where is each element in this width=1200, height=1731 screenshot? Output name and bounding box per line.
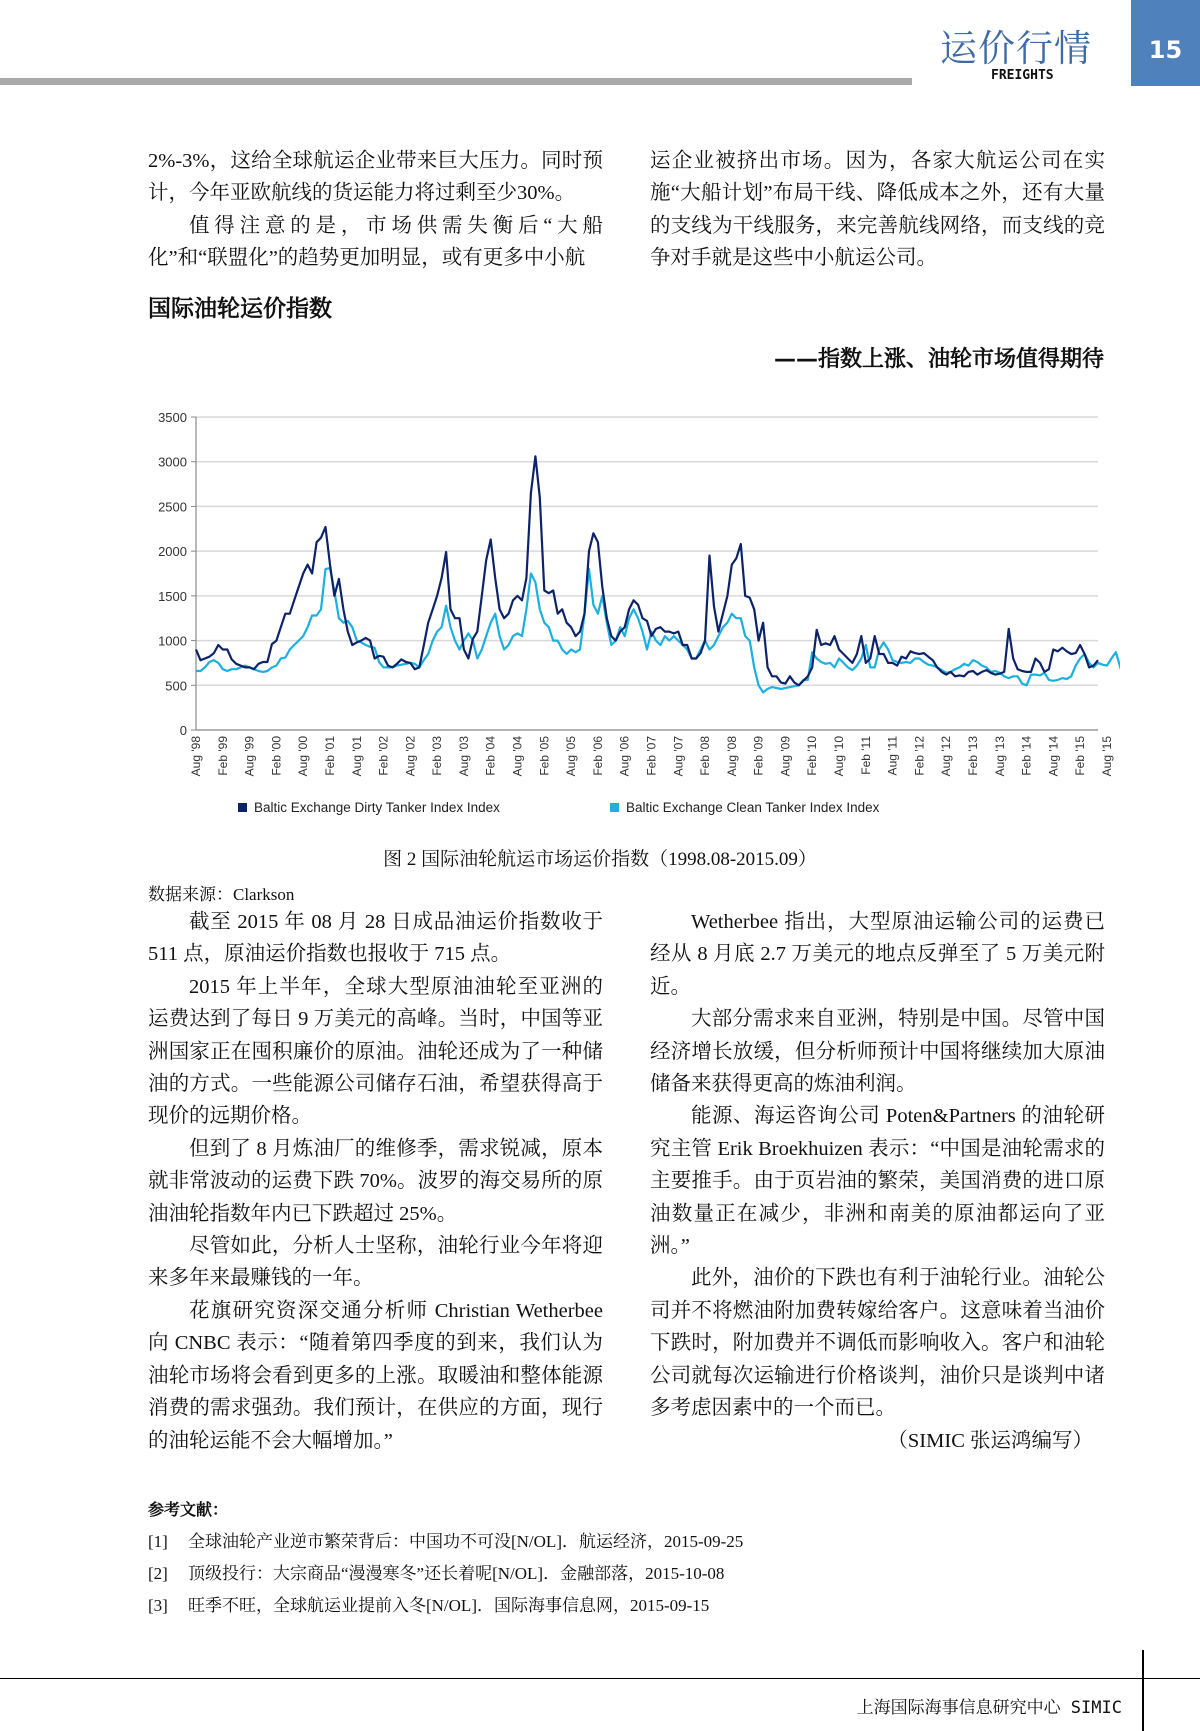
- x-tick-label: Aug '06: [617, 736, 632, 777]
- x-tick-label: Aug '03: [456, 736, 471, 777]
- x-tick-label: Feb '04: [483, 736, 498, 776]
- x-tick-label: Feb '05: [537, 736, 552, 776]
- figure-caption: 图 2 国际油轮航运市场运价指数（1998.08-2015.09）: [383, 849, 817, 870]
- references-title: 参考文献：: [148, 1500, 229, 1519]
- paragraph: 值得注意的是，市场供需失衡后“大船化”和“联盟化”的趋势更加明显，或有更多中小航: [148, 214, 603, 270]
- paragraph: 能源、海运咨询公司 Poten&Partners 的油轮研究主管 Erik Broekhuizen 表示：“中国是油轮需求的主要推手。由于页岩油的繁荣，美国消费的进口原油数量正在减少，非洲和南美的原油都运向了亚洲。”: [650, 1105, 1105, 1258]
- reference-item: [148, 1590, 743, 1622]
- author-signature: （SIMIC 张运鸿编写）: [887, 1429, 1093, 1452]
- paragraph: 花旗研究资深交通分析师 Christian Wetherbee 向 CNBC 表示：“随着第四季度的到来，我们认为油轮市场将会看到更多的上涨。取暖油和整体能源消费的需求强劲。我们预计，在供应的方面，现行的油轮运能不会大幅增加。”: [148, 1299, 603, 1452]
- dirty-tanker-series-line: [196, 456, 1098, 685]
- x-tick-label: Aug '98: [189, 736, 203, 777]
- references: [148, 1494, 743, 1622]
- x-tick-label: Aug '15: [1099, 736, 1114, 777]
- section-subtitle: ——指数上涨、油轮市场值得期待: [773, 347, 1104, 372]
- reference-text: 顶级投行：大宗商品“漫漫寒冬”还长着呢[N/OL]．金融部落，2015-10-08: [188, 1564, 725, 1583]
- x-tick-label: Aug '12: [939, 736, 954, 777]
- x-tick-label: Aug '05: [564, 736, 579, 777]
- x-tick-label: Feb '12: [912, 736, 927, 776]
- reference-number: [3]: [148, 1596, 168, 1615]
- footer-rule: [0, 1678, 1200, 1679]
- x-tick-label: Feb '06: [590, 736, 605, 776]
- lower-right-column: [650, 906, 1105, 1457]
- section-header-subtitle: FREIGHTS: [991, 68, 1054, 83]
- x-tick-label: Feb '14: [1019, 736, 1034, 776]
- reference-item: [148, 1558, 743, 1590]
- clean-tanker-series-line: [196, 568, 1120, 692]
- footer-divider: [1142, 1650, 1144, 1731]
- x-tick-label: Aug '09: [778, 736, 793, 777]
- reference-number: [2]: [148, 1564, 168, 1583]
- top-left-column: [148, 145, 603, 275]
- paragraph: 运企业被挤出市场。因为，各家大航运公司在实施“大船计划”布局干线、降低成本之外，还有大量的支线为干线服务，来完善航线网络，而支线的竞争对手就是这些中小航运公司。: [650, 150, 1105, 270]
- header-rule: [0, 78, 912, 85]
- reference-text: 全球油轮产业逆市繁荣背后：中国功不可没[N/OL]．航运经济，2015-09-25: [188, 1532, 744, 1551]
- x-tick-label: Feb '09: [751, 736, 766, 776]
- paragraph: 2015 年上半年，全球大型原油油轮至亚洲的运费达到了每日 9 万美元的高峰。当时，中国等亚洲国家正在囤积廉价的原油。油轮还成为了一种储油的方式。一些能源公司储存石油，希望获得高于现价的远期价格。: [148, 975, 603, 1128]
- tanker-index-chart: [140, 400, 1120, 840]
- x-tick-label: Feb '13: [965, 736, 980, 776]
- y-tick-label: 2500: [158, 499, 187, 515]
- x-tick-label: Feb '01: [322, 736, 337, 776]
- paragraph: 但到了 8 月炼油厂的维修季，需求锐减，原本就非常波动的运费下跌 70%。波罗的海交易所的原油油轮指数年内已下跌超过 25%。: [148, 1137, 603, 1225]
- top-right-column: [650, 145, 1105, 275]
- x-tick-label: Feb '02: [376, 736, 391, 776]
- reference-list: [148, 1526, 743, 1622]
- y-tick-label: 1000: [158, 633, 187, 649]
- x-tick-label: Feb '99: [215, 736, 230, 776]
- x-tick-label: Aug '10: [832, 736, 847, 777]
- legend-label: Baltic Exchange Clean Tanker Index Index: [626, 800, 880, 815]
- legend-swatch: [610, 803, 619, 812]
- x-tick-label: Aug '08: [724, 736, 739, 777]
- legend-swatch: [238, 803, 247, 812]
- section-title: 国际油轮运价指数: [148, 296, 332, 322]
- reference-number: [1]: [148, 1532, 168, 1551]
- x-tick-label: Aug '07: [671, 736, 686, 777]
- lower-left-column: [148, 906, 603, 1457]
- x-tick-label: Aug '02: [403, 736, 418, 777]
- paragraph: 大部分需求来自亚洲，特别是中国。尽管中国经济增长放缓，但分析师预计中国将继续加大原油储备来获得更高的炼油利润。: [650, 1008, 1105, 1096]
- paragraph: 截至 2015 年 08 月 28 日成品油运价指数收于 511 点，原油运价指数也报收于 715 点。: [148, 911, 603, 966]
- paragraph: 此外，油价的下跌也有利于油轮行业。油轮公司并不将燃油附加费转嫁给客户。这意味着当油价下跌时，附加费并不调低而影响收入。客户和油轮公司就每次运输进行价格谈判，油价只是谈判中诸多考虑因素中的一个而已。: [650, 1267, 1105, 1420]
- x-tick-label: Feb '00: [269, 736, 284, 776]
- x-tick-label: Aug '14: [1046, 736, 1061, 777]
- y-tick-label: 3500: [158, 410, 187, 425]
- paragraph: 2%-3%，这给全球航运企业带来巨大压力。同时预计，今年亚欧航线的货运能力将过剩至少30%。: [148, 150, 603, 205]
- y-tick-label: 500: [165, 678, 187, 694]
- x-tick-label: Aug '04: [510, 736, 525, 777]
- x-tick-label: Feb '11: [858, 736, 873, 775]
- x-tick-label: Aug '01: [349, 736, 364, 777]
- x-tick-label: Feb '10: [805, 736, 820, 776]
- figure-source: 数据来源：Clarkson: [148, 885, 295, 904]
- section-header-title: 运价行情: [940, 27, 1092, 70]
- reference-text: 旺季不旺，全球航运业提前入冬[N/OL]．国际海事信息网，2015-09-15: [188, 1596, 710, 1615]
- y-tick-label: 3000: [158, 454, 187, 470]
- x-tick-label: Aug '00: [296, 736, 311, 777]
- x-tick-label: Aug '99: [242, 736, 257, 777]
- paragraph: 尽管如此，分析人士坚称，油轮行业今年将迎来多年来最赚钱的一年。: [148, 1235, 603, 1290]
- x-tick-label: Feb '15: [1073, 736, 1088, 776]
- y-tick-label: 0: [179, 723, 187, 738]
- x-tick-label: Feb '07: [644, 736, 659, 776]
- x-tick-label: Feb '08: [698, 736, 713, 776]
- x-tick-label: Aug '13: [992, 736, 1007, 777]
- reference-item: [148, 1526, 743, 1558]
- x-tick-label: Feb '03: [430, 736, 445, 776]
- x-tick-label: Aug '11: [885, 736, 900, 776]
- y-tick-label: 2000: [158, 544, 187, 560]
- legend-label: Baltic Exchange Dirty Tanker Index Index: [254, 800, 500, 815]
- paragraph: Wetherbee 指出，大型原油运输公司的运费已经从 8 月底 2.7 万美元的地点反弹至了 5 万美元附近。: [650, 911, 1105, 998]
- y-tick-label: 1500: [158, 588, 187, 604]
- page-number: 15: [1131, 0, 1200, 86]
- footer-organization: 上海国际海事信息研究中心 SIMIC: [856, 1698, 1122, 1718]
